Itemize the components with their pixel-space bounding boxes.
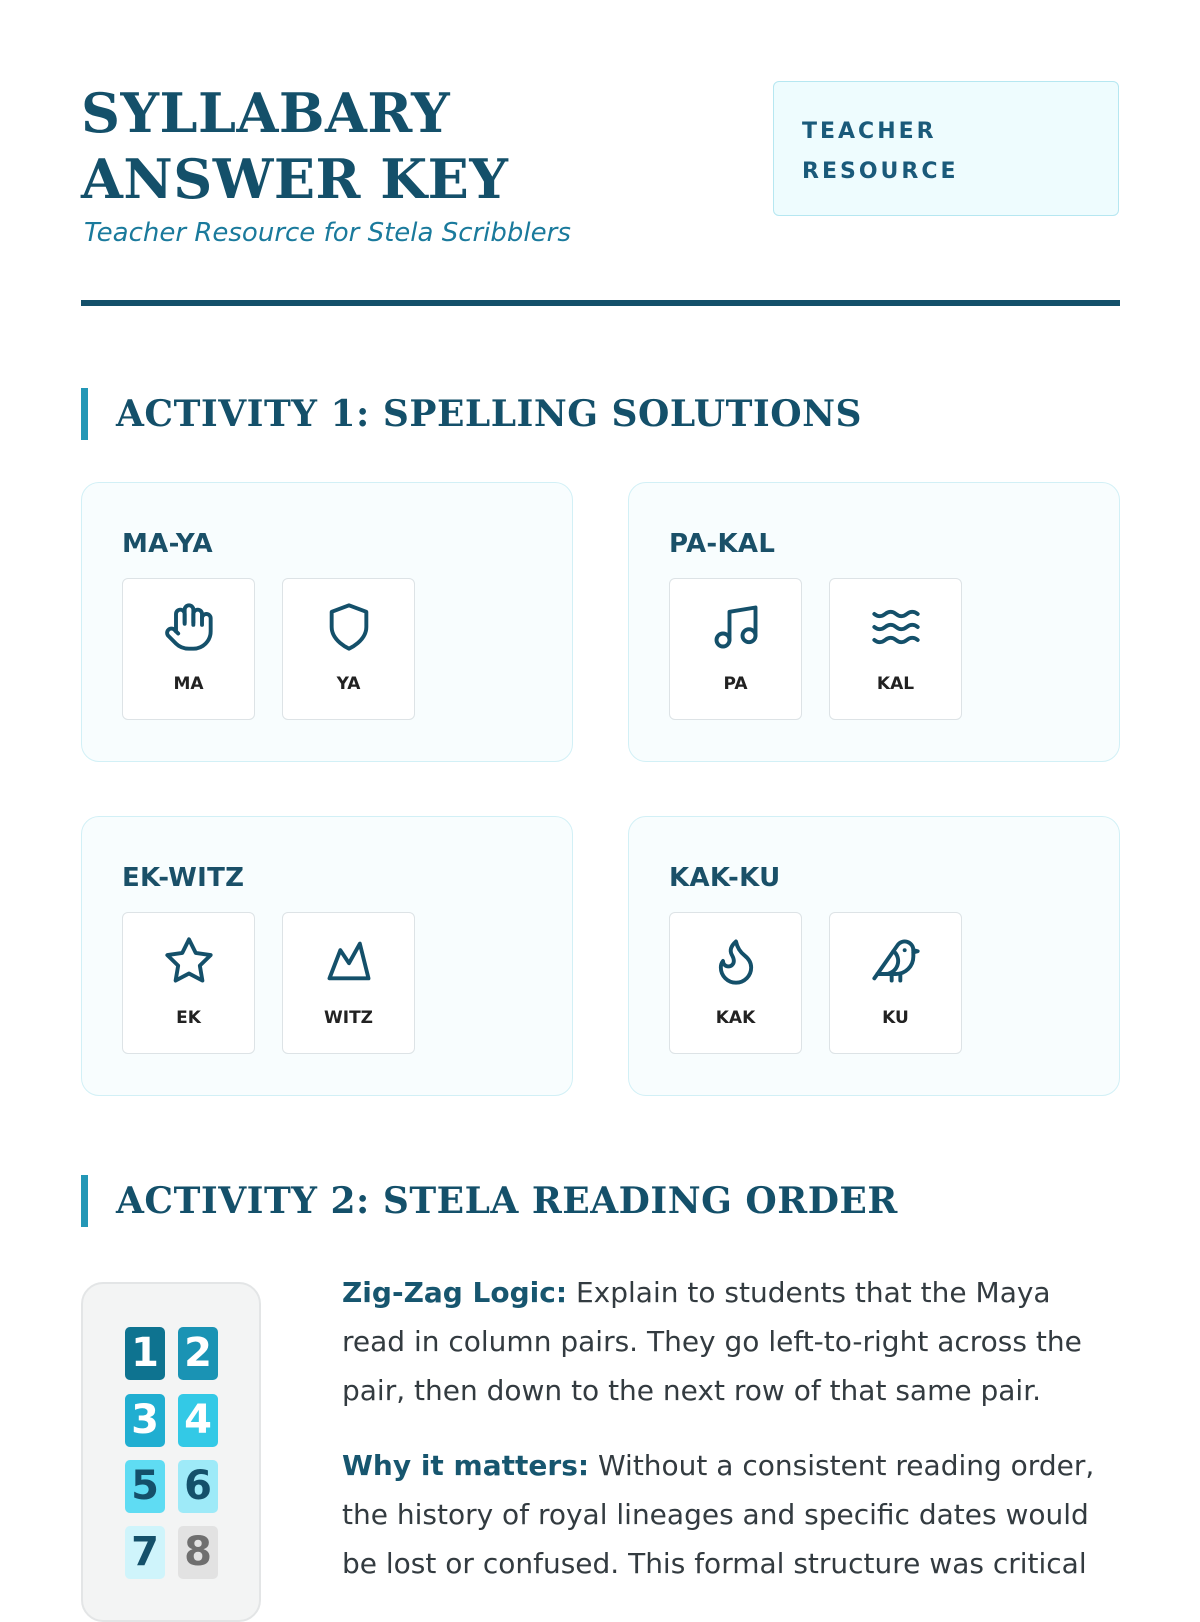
paragraph-lead: Zig-Zag Logic: bbox=[342, 1276, 568, 1309]
stela-cell-5: 5 bbox=[125, 1460, 165, 1513]
glyph-tile-ma bbox=[122, 578, 255, 720]
stela-cell-8: 8 bbox=[178, 1526, 218, 1579]
music-note-icon bbox=[710, 601, 762, 653]
glyph-tile-kak bbox=[669, 912, 802, 1054]
bird-icon bbox=[870, 935, 922, 987]
glyph-tile-ku bbox=[829, 912, 962, 1054]
paragraph-text: Without a consistent reading order, the history of royal lineages and specific dates would be lost or confused. This formal structure was critical bbox=[342, 1449, 1095, 1580]
page-title: SYLLABARY ANSWER KEY bbox=[81, 81, 509, 211]
shield-icon bbox=[323, 601, 375, 653]
star-icon bbox=[163, 935, 215, 987]
answer-card-pa-kal bbox=[628, 482, 1120, 762]
answer-card-ek-witz bbox=[81, 816, 573, 1096]
stela-cell-4: 4 bbox=[178, 1394, 218, 1447]
stela-cell-3: 3 bbox=[125, 1394, 165, 1447]
zig-zag-logic-paragraph bbox=[342, 1268, 1122, 1415]
glyph-label: KAK bbox=[715, 1008, 756, 1028]
activity-1-heading: ACTIVITY 1: SPELLING SOLUTIONS bbox=[81, 388, 862, 440]
hand-icon bbox=[163, 601, 215, 653]
why-it-matters-paragraph bbox=[342, 1441, 1122, 1588]
teacher-resource-badge bbox=[773, 81, 1119, 216]
mountain-icon bbox=[323, 935, 375, 987]
glyph-tile-kal bbox=[829, 578, 962, 720]
glyph-tile-pa bbox=[669, 578, 802, 720]
glyph-label: WITZ bbox=[324, 1008, 373, 1028]
card-word: EK-WITZ bbox=[122, 863, 245, 893]
waves-icon bbox=[870, 601, 922, 653]
stela-cell-1: 1 bbox=[125, 1327, 165, 1380]
glyph-tile-ek bbox=[122, 912, 255, 1054]
stela-cell-2: 2 bbox=[178, 1327, 218, 1380]
glyph-tile-witz bbox=[282, 912, 415, 1054]
paragraph-lead: Why it matters: bbox=[342, 1449, 590, 1482]
answer-card-ma-ya bbox=[81, 482, 573, 762]
stela-cell-6: 6 bbox=[178, 1460, 218, 1513]
page-subtitle: Teacher Resource for Stela Scribblers bbox=[84, 218, 571, 248]
glyph-label: KAL bbox=[876, 674, 915, 694]
header-divider bbox=[81, 300, 1120, 306]
glyph-label: PA bbox=[723, 674, 748, 694]
glyph-tile-ya bbox=[282, 578, 415, 720]
glyph-label: YA bbox=[336, 674, 361, 694]
card-word: KAK-KU bbox=[669, 863, 781, 893]
glyph-label: MA bbox=[173, 674, 204, 694]
flame-icon bbox=[710, 935, 762, 987]
answer-card-kak-ku bbox=[628, 816, 1120, 1096]
glyph-label: EK bbox=[176, 1008, 201, 1028]
paragraph-text: Explain to students that the Maya read in column pairs. They go left-to-right across the pair, then down to the next row of that same pair. bbox=[342, 1276, 1082, 1407]
card-word: PA-KAL bbox=[669, 529, 776, 559]
stela-reading-order-diagram bbox=[81, 1282, 261, 1622]
glyph-label: KU bbox=[882, 1008, 909, 1028]
card-word: MA-YA bbox=[122, 529, 213, 559]
activity-2-heading: ACTIVITY 2: STELA READING ORDER bbox=[81, 1175, 898, 1227]
stela-cell-7: 7 bbox=[125, 1526, 165, 1579]
badge-label: TEACHER RESOURCE bbox=[802, 119, 959, 184]
